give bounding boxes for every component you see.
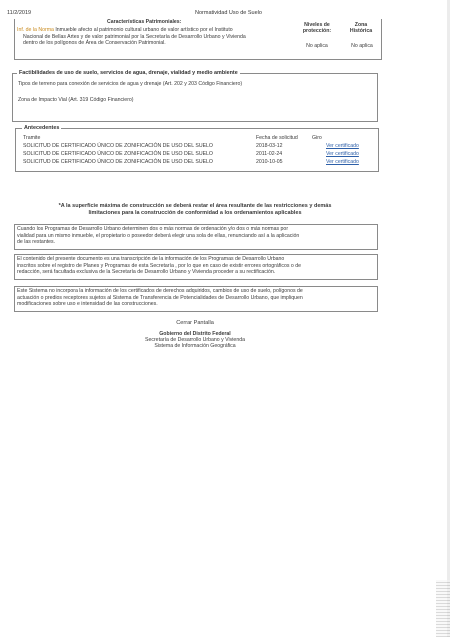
cerrar-pantalla-button[interactable]: Cerrar Pantalla xyxy=(176,320,214,326)
antecedente-tramite: SOLICITUD DE CERTIFICADO ÚNICO DE ZONIFICACIÓN DE USO DEL SUELO xyxy=(23,159,213,165)
patrimonio-line2: Nacional de Bellas Artes y de valor patrimonial por la Secretaría de Desarrollo Urbano y Vivienda xyxy=(23,33,246,40)
patrimonio-line1-text: Inmueble afecto al patrimonio cultural urbano de valor artístico por el Instituto xyxy=(53,27,233,33)
page-title: Normatividad Uso de Suelo xyxy=(195,10,262,16)
niveles-header: Niveles de protección: xyxy=(302,22,332,35)
aviso-contenido-line2: inscritos sobre el registro de Planes y Programas de esta Secretaría , por lo que en caso de existir errores ortográficos o de xyxy=(17,262,302,269)
aviso-contenido-box xyxy=(14,254,378,280)
aviso-contenido-line1: El contenido del presente documento es una transcripción de la información de los Programas de Desarrollo Urbano xyxy=(17,256,285,262)
patrimonio-box xyxy=(14,19,382,60)
aviso-sistema-line3: modificaciones sobre uso e intensidad de las construcciones. xyxy=(17,301,158,307)
aviso-normas-box xyxy=(14,224,378,250)
antecedentes-box xyxy=(15,125,379,172)
niveles-value: No aplica xyxy=(306,43,328,49)
factibilidades-line2: Zona de Impacto Vial (Art. 319 Código Financiero) xyxy=(18,97,134,103)
zona-value: No aplica xyxy=(351,43,373,49)
patrimonio-heading: Características Patrimoniales: xyxy=(107,19,182,25)
ver-certificado-link[interactable]: Ver certificado xyxy=(326,159,359,165)
aviso-sistema-line2: actuación o predios receptores sujetos al Sistema de Transferencia de Potencialidades de Desarrollo Urbano, que impliquen xyxy=(17,294,303,301)
scan-artifact xyxy=(436,580,450,637)
aviso-sistema-box xyxy=(14,286,378,312)
print-date: 11/2/2019 xyxy=(7,10,32,16)
patrimonio-line3: dentro de los polígonos de Área de Conservación Patrimonial. xyxy=(23,40,166,46)
ver-certificado-link[interactable]: Ver certificado xyxy=(326,151,359,157)
ver-certificado-link[interactable]: Ver certificado xyxy=(326,143,359,149)
footer-org-1: Gobierno del Distrito Federal xyxy=(159,331,231,337)
norma-label: Inf. de la Norma xyxy=(17,27,54,33)
factibilidades-line1: Tipos de terreno para conexión de servicios de agua y drenaje (Art. 202 y 203 Código Financiero) xyxy=(18,81,243,87)
footer-org-2: Secretaría de Desarrollo Urbano y Vivienda xyxy=(145,337,245,343)
col-fecha-header: Fecha de solicitud xyxy=(256,135,298,141)
antecedentes-legend: Antecedentes xyxy=(24,125,60,131)
col-giro-header: Giro xyxy=(312,135,322,141)
factibilidades-box xyxy=(12,70,378,122)
antecedente-tramite: SOLICITUD DE CERTIFICADO ÚNICO DE ZONIFICACIÓN DE USO DEL SUELO xyxy=(23,143,213,149)
col-tramite-header: Tramite xyxy=(23,135,41,141)
nota-line2: limitaciones para la construcción de conformidad a los ordenamientos aplicables xyxy=(88,210,302,216)
patrimonio-line1 xyxy=(17,27,287,33)
aviso-contenido-line3: redacción, será facultada exclusiva de la Secretaría de Desarrollo Urbano y Vivienda proceder a su rectificación. xyxy=(17,269,276,275)
factibilidades-legend: Factibilidades de uso de suelo, servicios de agua, drenaje, vialidad y medio ambiente xyxy=(19,70,238,76)
antecedente-fecha: 2018-03-12 xyxy=(256,143,283,149)
aviso-normas-line3: de las restantes. xyxy=(17,239,56,245)
aviso-normas-line1: Cuando los Programas de Desarrollo Urbano determinen dos o más normas de ordenación y/o dos o más normas por xyxy=(17,226,289,232)
aviso-normas-line2: vialidad para un mismo inmueble, el propietario o poseedor deberá elegir una sola de ellas, renunciando así a la aplicación xyxy=(17,232,300,239)
antecedente-fecha: 2011-02-24 xyxy=(256,151,283,157)
antecedente-fecha: 2010-10-05 xyxy=(256,159,283,165)
nota-line1: *A la superficie máxima de construcción se deberá restar el área resultante de las restricciones y demás xyxy=(58,203,332,209)
antecedente-tramite: SOLICITUD DE CERTIFICADO ÚNICO DE ZONIFICACIÓN DE USO DEL SUELO xyxy=(23,151,213,157)
footer-org-3: Sistema de Información Geográfica xyxy=(154,343,236,349)
zona-header: Zona Histórica xyxy=(349,22,373,35)
aviso-sistema-line1: Este Sistema no incorpora la información de los certificados de derechos adquiridos, cambios de uso de suelo, polígonos de xyxy=(17,288,303,294)
